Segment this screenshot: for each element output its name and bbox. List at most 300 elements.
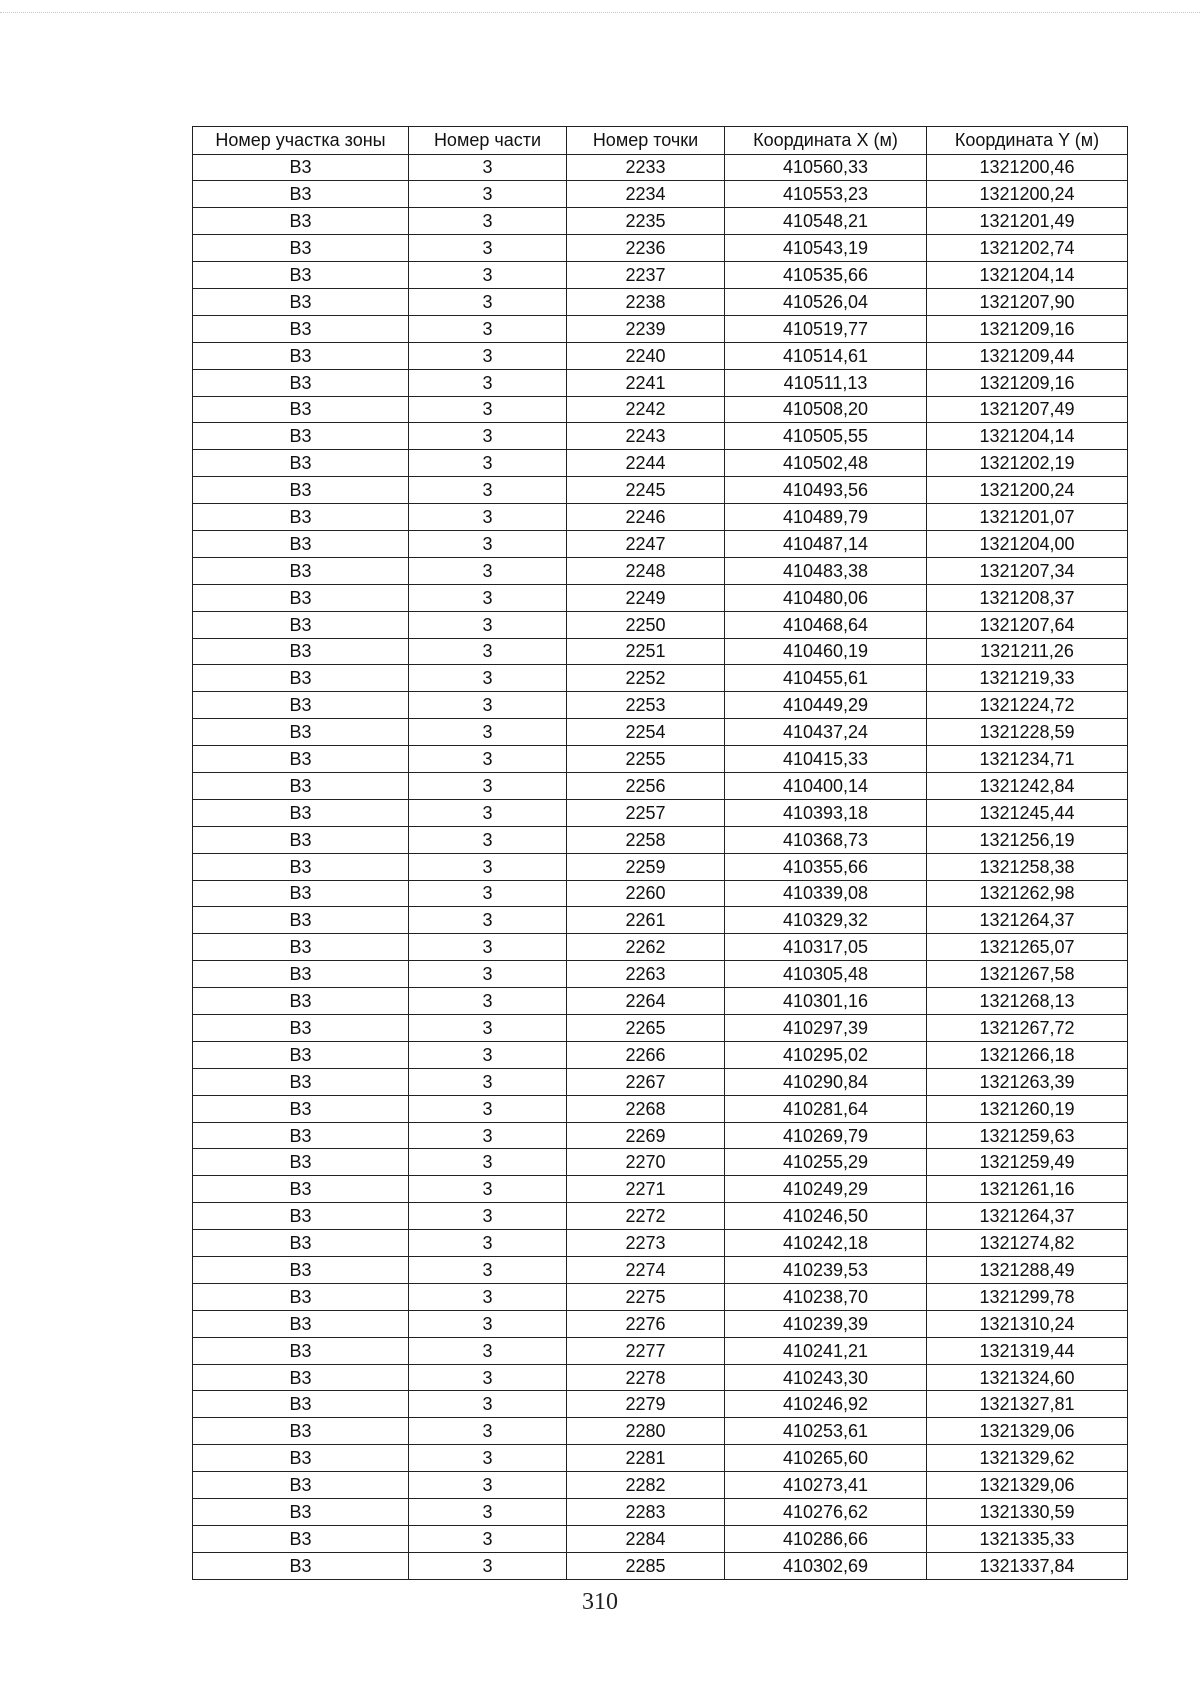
part-cell: 3 [409,826,567,853]
part-cell: 3 [409,880,567,907]
y-coordinate-cell: 1321224,72 [927,692,1128,719]
header-coordinate-y: Координата Y (м) [927,127,1128,155]
y-coordinate-cell: 1321202,19 [927,450,1128,477]
part-cell: 3 [409,1310,567,1337]
zone-cell: В3 [193,719,409,746]
table-row [193,1337,1128,1364]
y-coordinate-cell: 1321327,81 [927,1391,1128,1418]
x-coordinate-cell: 410302,69 [725,1552,927,1579]
table-row [193,262,1128,289]
y-coordinate-cell: 1321200,46 [927,154,1128,181]
table-row [193,288,1128,315]
table-row [193,1445,1128,1472]
part-cell: 3 [409,530,567,557]
point-cell: 2254 [567,719,725,746]
x-coordinate-cell: 410480,06 [725,584,927,611]
zone-cell: В3 [193,746,409,773]
table-row [193,1418,1128,1445]
point-cell: 2281 [567,1445,725,1472]
table-row [193,1283,1128,1310]
part-cell: 3 [409,853,567,880]
zone-cell: В3 [193,1203,409,1230]
table-row [193,880,1128,907]
y-coordinate-cell: 1321207,64 [927,611,1128,638]
table-row [193,208,1128,235]
y-coordinate-cell: 1321258,38 [927,853,1128,880]
part-cell: 3 [409,746,567,773]
zone-cell: В3 [193,1283,409,1310]
part-cell: 3 [409,1176,567,1203]
zone-cell: В3 [193,1068,409,1095]
part-cell: 3 [409,1418,567,1445]
y-coordinate-cell: 1321228,59 [927,719,1128,746]
table-row [193,530,1128,557]
coordinates-table [192,126,1128,1580]
table-body [193,154,1128,1579]
x-coordinate-cell: 410355,66 [725,853,927,880]
part-cell: 3 [409,1283,567,1310]
zone-cell: В3 [193,961,409,988]
part-cell: 3 [409,1525,567,1552]
point-cell: 2282 [567,1472,725,1499]
x-coordinate-cell: 410543,19 [725,235,927,262]
x-coordinate-cell: 410505,55 [725,423,927,450]
x-coordinate-cell: 410265,60 [725,1445,927,1472]
x-coordinate-cell: 410519,77 [725,315,927,342]
y-coordinate-cell: 1321207,34 [927,557,1128,584]
zone-cell: В3 [193,1015,409,1042]
point-cell: 2253 [567,692,725,719]
zone-cell: В3 [193,692,409,719]
y-coordinate-cell: 1321337,84 [927,1552,1128,1579]
x-coordinate-cell: 410483,38 [725,557,927,584]
point-cell: 2266 [567,1041,725,1068]
x-coordinate-cell: 410253,61 [725,1418,927,1445]
y-coordinate-cell: 1321202,74 [927,235,1128,262]
y-coordinate-cell: 1321260,19 [927,1095,1128,1122]
part-cell: 3 [409,557,567,584]
point-cell: 2258 [567,826,725,853]
zone-cell: В3 [193,934,409,961]
part-cell: 3 [409,423,567,450]
zone-cell: В3 [193,1552,409,1579]
y-coordinate-cell: 1321265,07 [927,934,1128,961]
y-coordinate-cell: 1321264,37 [927,1203,1128,1230]
part-cell: 3 [409,288,567,315]
part-cell: 3 [409,315,567,342]
y-coordinate-cell: 1321324,60 [927,1364,1128,1391]
header-coordinate-x: Координата X (м) [725,127,927,155]
x-coordinate-cell: 410238,70 [725,1283,927,1310]
point-cell: 2285 [567,1552,725,1579]
zone-cell: В3 [193,557,409,584]
zone-cell: В3 [193,396,409,423]
table-row [193,772,1128,799]
y-coordinate-cell: 1321267,72 [927,1015,1128,1042]
part-cell: 3 [409,208,567,235]
y-coordinate-cell: 1321209,16 [927,369,1128,396]
zone-cell: В3 [193,799,409,826]
point-cell: 2237 [567,262,725,289]
zone-cell: В3 [193,1391,409,1418]
y-coordinate-cell: 1321242,84 [927,772,1128,799]
part-cell: 3 [409,1015,567,1042]
x-coordinate-cell: 410249,29 [725,1176,927,1203]
part-cell: 3 [409,1230,567,1257]
part-cell: 3 [409,799,567,826]
part-cell: 3 [409,1122,567,1149]
zone-cell: В3 [193,1499,409,1526]
point-cell: 2241 [567,369,725,396]
y-coordinate-cell: 1321329,62 [927,1445,1128,1472]
zone-cell: В3 [193,235,409,262]
point-cell: 2272 [567,1203,725,1230]
zone-cell: В3 [193,477,409,504]
x-coordinate-cell: 410276,62 [725,1499,927,1526]
table-row [193,638,1128,665]
table-row [193,988,1128,1015]
table-row [193,1095,1128,1122]
table-row [193,342,1128,369]
zone-cell: В3 [193,1149,409,1176]
part-cell: 3 [409,1257,567,1284]
x-coordinate-cell: 410511,13 [725,369,927,396]
zone-cell: В3 [193,450,409,477]
table-row [193,369,1128,396]
point-cell: 2264 [567,988,725,1015]
x-coordinate-cell: 410339,08 [725,880,927,907]
point-cell: 2235 [567,208,725,235]
point-cell: 2276 [567,1310,725,1337]
table-row [193,1149,1128,1176]
x-coordinate-cell: 410290,84 [725,1068,927,1095]
y-coordinate-cell: 1321274,82 [927,1230,1128,1257]
zone-cell: В3 [193,208,409,235]
x-coordinate-cell: 410468,64 [725,611,927,638]
x-coordinate-cell: 410269,79 [725,1122,927,1149]
part-cell: 3 [409,584,567,611]
part-cell: 3 [409,1445,567,1472]
header-point-number: Номер точки [567,127,725,155]
x-coordinate-cell: 410281,64 [725,1095,927,1122]
y-coordinate-cell: 1321209,44 [927,342,1128,369]
x-coordinate-cell: 410305,48 [725,961,927,988]
table-row [193,907,1128,934]
zone-cell: В3 [193,638,409,665]
zone-cell: В3 [193,1122,409,1149]
zone-cell: В3 [193,315,409,342]
table-row [193,719,1128,746]
part-cell: 3 [409,342,567,369]
point-cell: 2271 [567,1176,725,1203]
table-row [193,423,1128,450]
table-row [193,746,1128,773]
zone-cell: В3 [193,1364,409,1391]
y-coordinate-cell: 1321329,06 [927,1418,1128,1445]
point-cell: 2251 [567,638,725,665]
y-coordinate-cell: 1321204,14 [927,262,1128,289]
y-coordinate-cell: 1321262,98 [927,880,1128,907]
zone-cell: В3 [193,1472,409,1499]
part-cell: 3 [409,988,567,1015]
point-cell: 2247 [567,530,725,557]
part-cell: 3 [409,719,567,746]
header-part-number: Номер части [409,127,567,155]
x-coordinate-cell: 410508,20 [725,396,927,423]
part-cell: 3 [409,450,567,477]
point-cell: 2236 [567,235,725,262]
part-cell: 3 [409,934,567,961]
part-cell: 3 [409,961,567,988]
x-coordinate-cell: 410415,33 [725,746,927,773]
y-coordinate-cell: 1321256,19 [927,826,1128,853]
zone-cell: В3 [193,880,409,907]
y-coordinate-cell: 1321299,78 [927,1283,1128,1310]
zone-cell: В3 [193,907,409,934]
point-cell: 2261 [567,907,725,934]
table-row [193,692,1128,719]
table-row [193,826,1128,853]
point-cell: 2279 [567,1391,725,1418]
table-row [193,853,1128,880]
zone-cell: В3 [193,1310,409,1337]
y-coordinate-cell: 1321310,24 [927,1310,1128,1337]
zone-cell: В3 [193,1041,409,1068]
point-cell: 2246 [567,504,725,531]
y-coordinate-cell: 1321259,63 [927,1122,1128,1149]
table-row [193,235,1128,262]
y-coordinate-cell: 1321330,59 [927,1499,1128,1526]
x-coordinate-cell: 410502,48 [725,450,927,477]
point-cell: 2259 [567,853,725,880]
zone-cell: В3 [193,1257,409,1284]
point-cell: 2233 [567,154,725,181]
zone-cell: В3 [193,369,409,396]
point-cell: 2270 [567,1149,725,1176]
x-coordinate-cell: 410243,30 [725,1364,927,1391]
x-coordinate-cell: 410255,29 [725,1149,927,1176]
table-row [193,1472,1128,1499]
zone-cell: В3 [193,1337,409,1364]
x-coordinate-cell: 410487,14 [725,530,927,557]
zone-cell: В3 [193,1176,409,1203]
point-cell: 2260 [567,880,725,907]
zone-cell: В3 [193,584,409,611]
x-coordinate-cell: 410246,50 [725,1203,927,1230]
point-cell: 2234 [567,181,725,208]
part-cell: 3 [409,181,567,208]
point-cell: 2245 [567,477,725,504]
point-cell: 2267 [567,1068,725,1095]
table-row [193,504,1128,531]
y-coordinate-cell: 1321200,24 [927,181,1128,208]
zone-cell: В3 [193,1230,409,1257]
x-coordinate-cell: 410460,19 [725,638,927,665]
table-row [193,1499,1128,1526]
point-cell: 2284 [567,1525,725,1552]
y-coordinate-cell: 1321245,44 [927,799,1128,826]
point-cell: 2268 [567,1095,725,1122]
zone-cell: В3 [193,262,409,289]
point-cell: 2248 [567,557,725,584]
table-row [193,1310,1128,1337]
point-cell: 2242 [567,396,725,423]
y-coordinate-cell: 1321335,33 [927,1525,1128,1552]
part-cell: 3 [409,665,567,692]
table-row [193,557,1128,584]
table-row [193,1015,1128,1042]
point-cell: 2269 [567,1122,725,1149]
table-row [193,477,1128,504]
part-cell: 3 [409,154,567,181]
table-header [193,127,1128,155]
table-row [193,1041,1128,1068]
part-cell: 3 [409,235,567,262]
y-coordinate-cell: 1321264,37 [927,907,1128,934]
table-row [193,1552,1128,1579]
x-coordinate-cell: 410246,92 [725,1391,927,1418]
y-coordinate-cell: 1321319,44 [927,1337,1128,1364]
point-cell: 2275 [567,1283,725,1310]
point-cell: 2263 [567,961,725,988]
x-coordinate-cell: 410548,21 [725,208,927,235]
x-coordinate-cell: 410286,66 [725,1525,927,1552]
table-row [193,584,1128,611]
y-coordinate-cell: 1321204,00 [927,530,1128,557]
y-coordinate-cell: 1321201,49 [927,208,1128,235]
x-coordinate-cell: 410273,41 [725,1472,927,1499]
table-row [193,1391,1128,1418]
y-coordinate-cell: 1321263,39 [927,1068,1128,1095]
part-cell: 3 [409,1472,567,1499]
zone-cell: В3 [193,665,409,692]
table-row [193,1068,1128,1095]
x-coordinate-cell: 410368,73 [725,826,927,853]
y-coordinate-cell: 1321329,06 [927,1472,1128,1499]
table-row [193,665,1128,692]
point-cell: 2265 [567,1015,725,1042]
page-number: 310 [582,1589,618,1615]
part-cell: 3 [409,396,567,423]
table-row [193,450,1128,477]
table-row [193,1230,1128,1257]
point-cell: 2243 [567,423,725,450]
table-row [193,1525,1128,1552]
x-coordinate-cell: 410239,39 [725,1310,927,1337]
zone-cell: В3 [193,530,409,557]
table-row [193,934,1128,961]
point-cell: 2249 [567,584,725,611]
y-coordinate-cell: 1321209,16 [927,315,1128,342]
table-row [193,1364,1128,1391]
point-cell: 2238 [567,288,725,315]
part-cell: 3 [409,907,567,934]
table-row [193,611,1128,638]
x-coordinate-cell: 410553,23 [725,181,927,208]
point-cell: 2255 [567,746,725,773]
part-cell: 3 [409,1041,567,1068]
zone-cell: В3 [193,611,409,638]
x-coordinate-cell: 410295,02 [725,1041,927,1068]
y-coordinate-cell: 1321201,07 [927,504,1128,531]
y-coordinate-cell: 1321267,58 [927,961,1128,988]
table-row [193,1122,1128,1149]
table-row [193,799,1128,826]
table-row [193,315,1128,342]
x-coordinate-cell: 410560,33 [725,154,927,181]
y-coordinate-cell: 1321219,33 [927,665,1128,692]
y-coordinate-cell: 1321259,49 [927,1149,1128,1176]
x-coordinate-cell: 410239,53 [725,1257,927,1284]
part-cell: 3 [409,369,567,396]
zone-cell: В3 [193,342,409,369]
part-cell: 3 [409,1203,567,1230]
point-cell: 2244 [567,450,725,477]
table-row [193,1257,1128,1284]
part-cell: 3 [409,638,567,665]
zone-cell: В3 [193,504,409,531]
y-coordinate-cell: 1321288,49 [927,1257,1128,1284]
zone-cell: В3 [193,1525,409,1552]
part-cell: 3 [409,1499,567,1526]
part-cell: 3 [409,1552,567,1579]
header-zone-section: Номер участка зоны [193,127,409,155]
part-cell: 3 [409,1068,567,1095]
point-cell: 2273 [567,1230,725,1257]
y-coordinate-cell: 1321204,14 [927,423,1128,450]
point-cell: 2280 [567,1418,725,1445]
x-coordinate-cell: 410317,05 [725,934,927,961]
zone-cell: В3 [193,772,409,799]
x-coordinate-cell: 410449,29 [725,692,927,719]
y-coordinate-cell: 1321261,16 [927,1176,1128,1203]
zone-cell: В3 [193,288,409,315]
x-coordinate-cell: 410514,61 [725,342,927,369]
zone-cell: В3 [193,1445,409,1472]
zone-cell: В3 [193,1418,409,1445]
x-coordinate-cell: 410242,18 [725,1230,927,1257]
zone-cell: В3 [193,181,409,208]
y-coordinate-cell: 1321268,13 [927,988,1128,1015]
x-coordinate-cell: 410489,79 [725,504,927,531]
part-cell: 3 [409,477,567,504]
y-coordinate-cell: 1321266,18 [927,1041,1128,1068]
point-cell: 2274 [567,1257,725,1284]
zone-cell: В3 [193,423,409,450]
y-coordinate-cell: 1321200,24 [927,477,1128,504]
zone-cell: В3 [193,988,409,1015]
table-row [193,396,1128,423]
part-cell: 3 [409,611,567,638]
part-cell: 3 [409,772,567,799]
x-coordinate-cell: 410437,24 [725,719,927,746]
zone-cell: В3 [193,1095,409,1122]
table-row [193,1176,1128,1203]
point-cell: 2240 [567,342,725,369]
x-coordinate-cell: 410393,18 [725,799,927,826]
table-row [193,961,1128,988]
x-coordinate-cell: 410400,14 [725,772,927,799]
x-coordinate-cell: 410535,66 [725,262,927,289]
point-cell: 2283 [567,1499,725,1526]
part-cell: 3 [409,692,567,719]
point-cell: 2239 [567,315,725,342]
part-cell: 3 [409,1337,567,1364]
point-cell: 2277 [567,1337,725,1364]
part-cell: 3 [409,504,567,531]
zone-cell: В3 [193,853,409,880]
point-cell: 2257 [567,799,725,826]
